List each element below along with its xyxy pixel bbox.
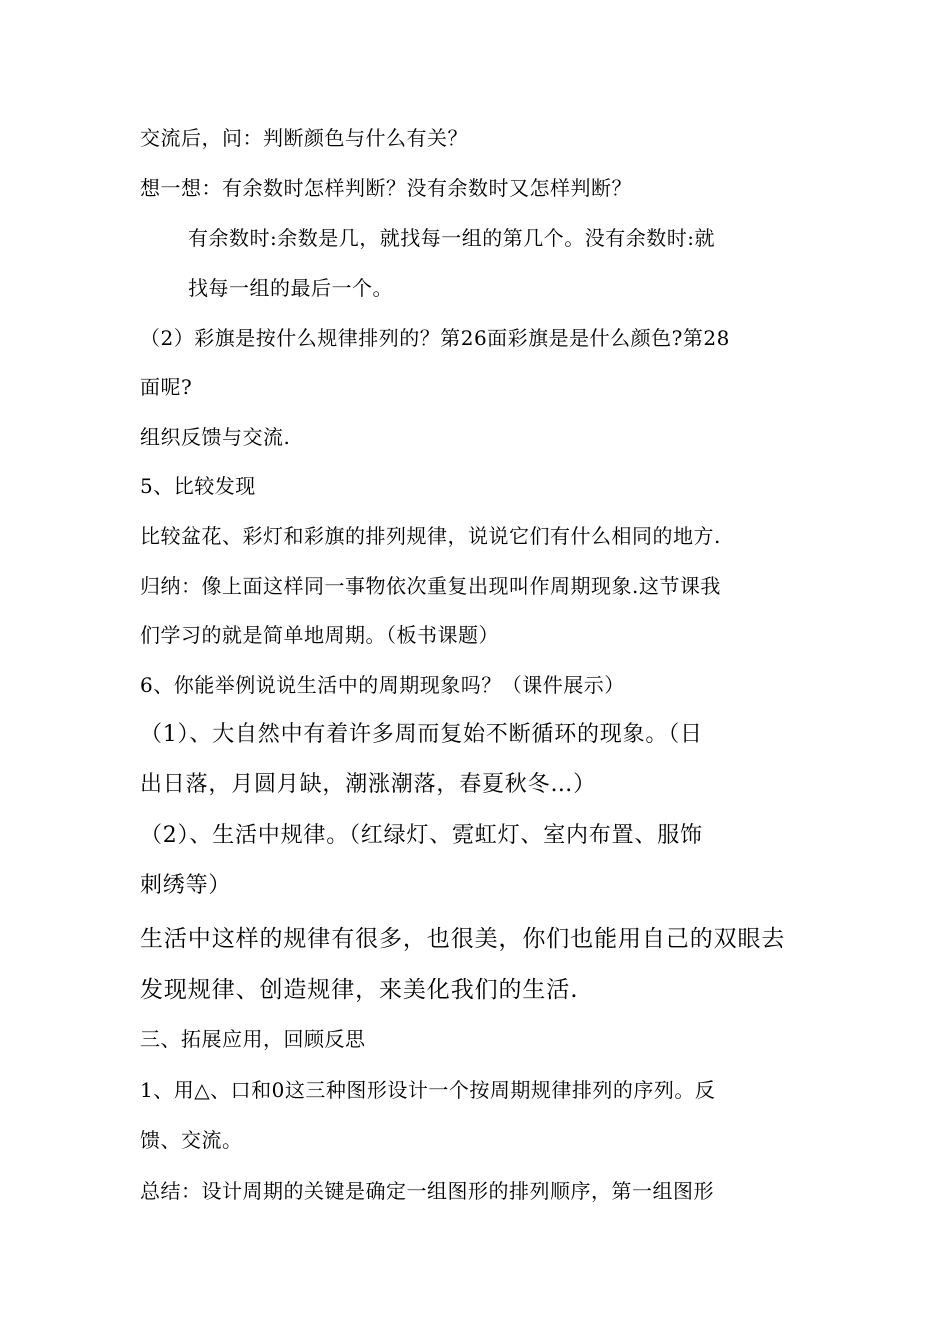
text-line: 归纳：像上面这样同一事物依次重复出现叫作周期现象.这节课我 [140, 574, 721, 598]
text-line: 找每一组的最后一个。 [188, 276, 393, 300]
section-heading: 5、比较发现 [140, 474, 256, 498]
text-line: 有余数时:余数是几，就找每一组的第几个。没有余数时:就 [188, 226, 715, 250]
text-line: 比较盆花、彩灯和彩旗的排列规律，说说它们有什么相同的地方. [140, 524, 721, 548]
text-line: 们学习的就是简单地周期。（板书课题） [140, 623, 499, 647]
text-line: （1）、大自然中有着许多周而复始不断循环的现象。（日 [140, 722, 703, 747]
text-line: 刺绣等） [140, 873, 232, 898]
text-line: 生活中这样的规律有很多，也很美，你们也能用自己的双眼去 [140, 926, 786, 952]
text-line: （2）、生活中规律。（红绿灯、霓虹灯、室内布置、服饰 [140, 823, 703, 848]
text-line: （2）彩旗是按什么规律排列的？第26面彩旗是是什么颜色?第28 [140, 326, 730, 350]
text-line: 想一想：有余数时怎样判断？没有余数时又怎样判断？ [140, 176, 632, 200]
text-line: 面呢? [140, 375, 193, 399]
text-line: 馈、交流。 [140, 1128, 243, 1152]
text-line: 出日落，月圆月缺，潮涨潮落，春夏秋冬…） [140, 772, 597, 797]
text-line: 1、用△、口和0这三种图形设计一个按周期规律排列的序列。反 [140, 1078, 716, 1102]
text-line: 交流后，问：判断颜色与什么有关？ [140, 126, 468, 150]
text-line: 总结：设计周期的关键是确定一组图形的排列顺序，第一组图形 [140, 1179, 714, 1203]
section-heading: 三、拓展应用，回顾反思 [140, 1027, 366, 1051]
text-line: 发现规律、创造规律，来美化我们的生活. [140, 977, 579, 1003]
section-heading: 6、你能举例说说生活中的周期现象吗？（课件展示） [140, 673, 625, 697]
text-line: 组织反馈与交流. [140, 425, 291, 449]
